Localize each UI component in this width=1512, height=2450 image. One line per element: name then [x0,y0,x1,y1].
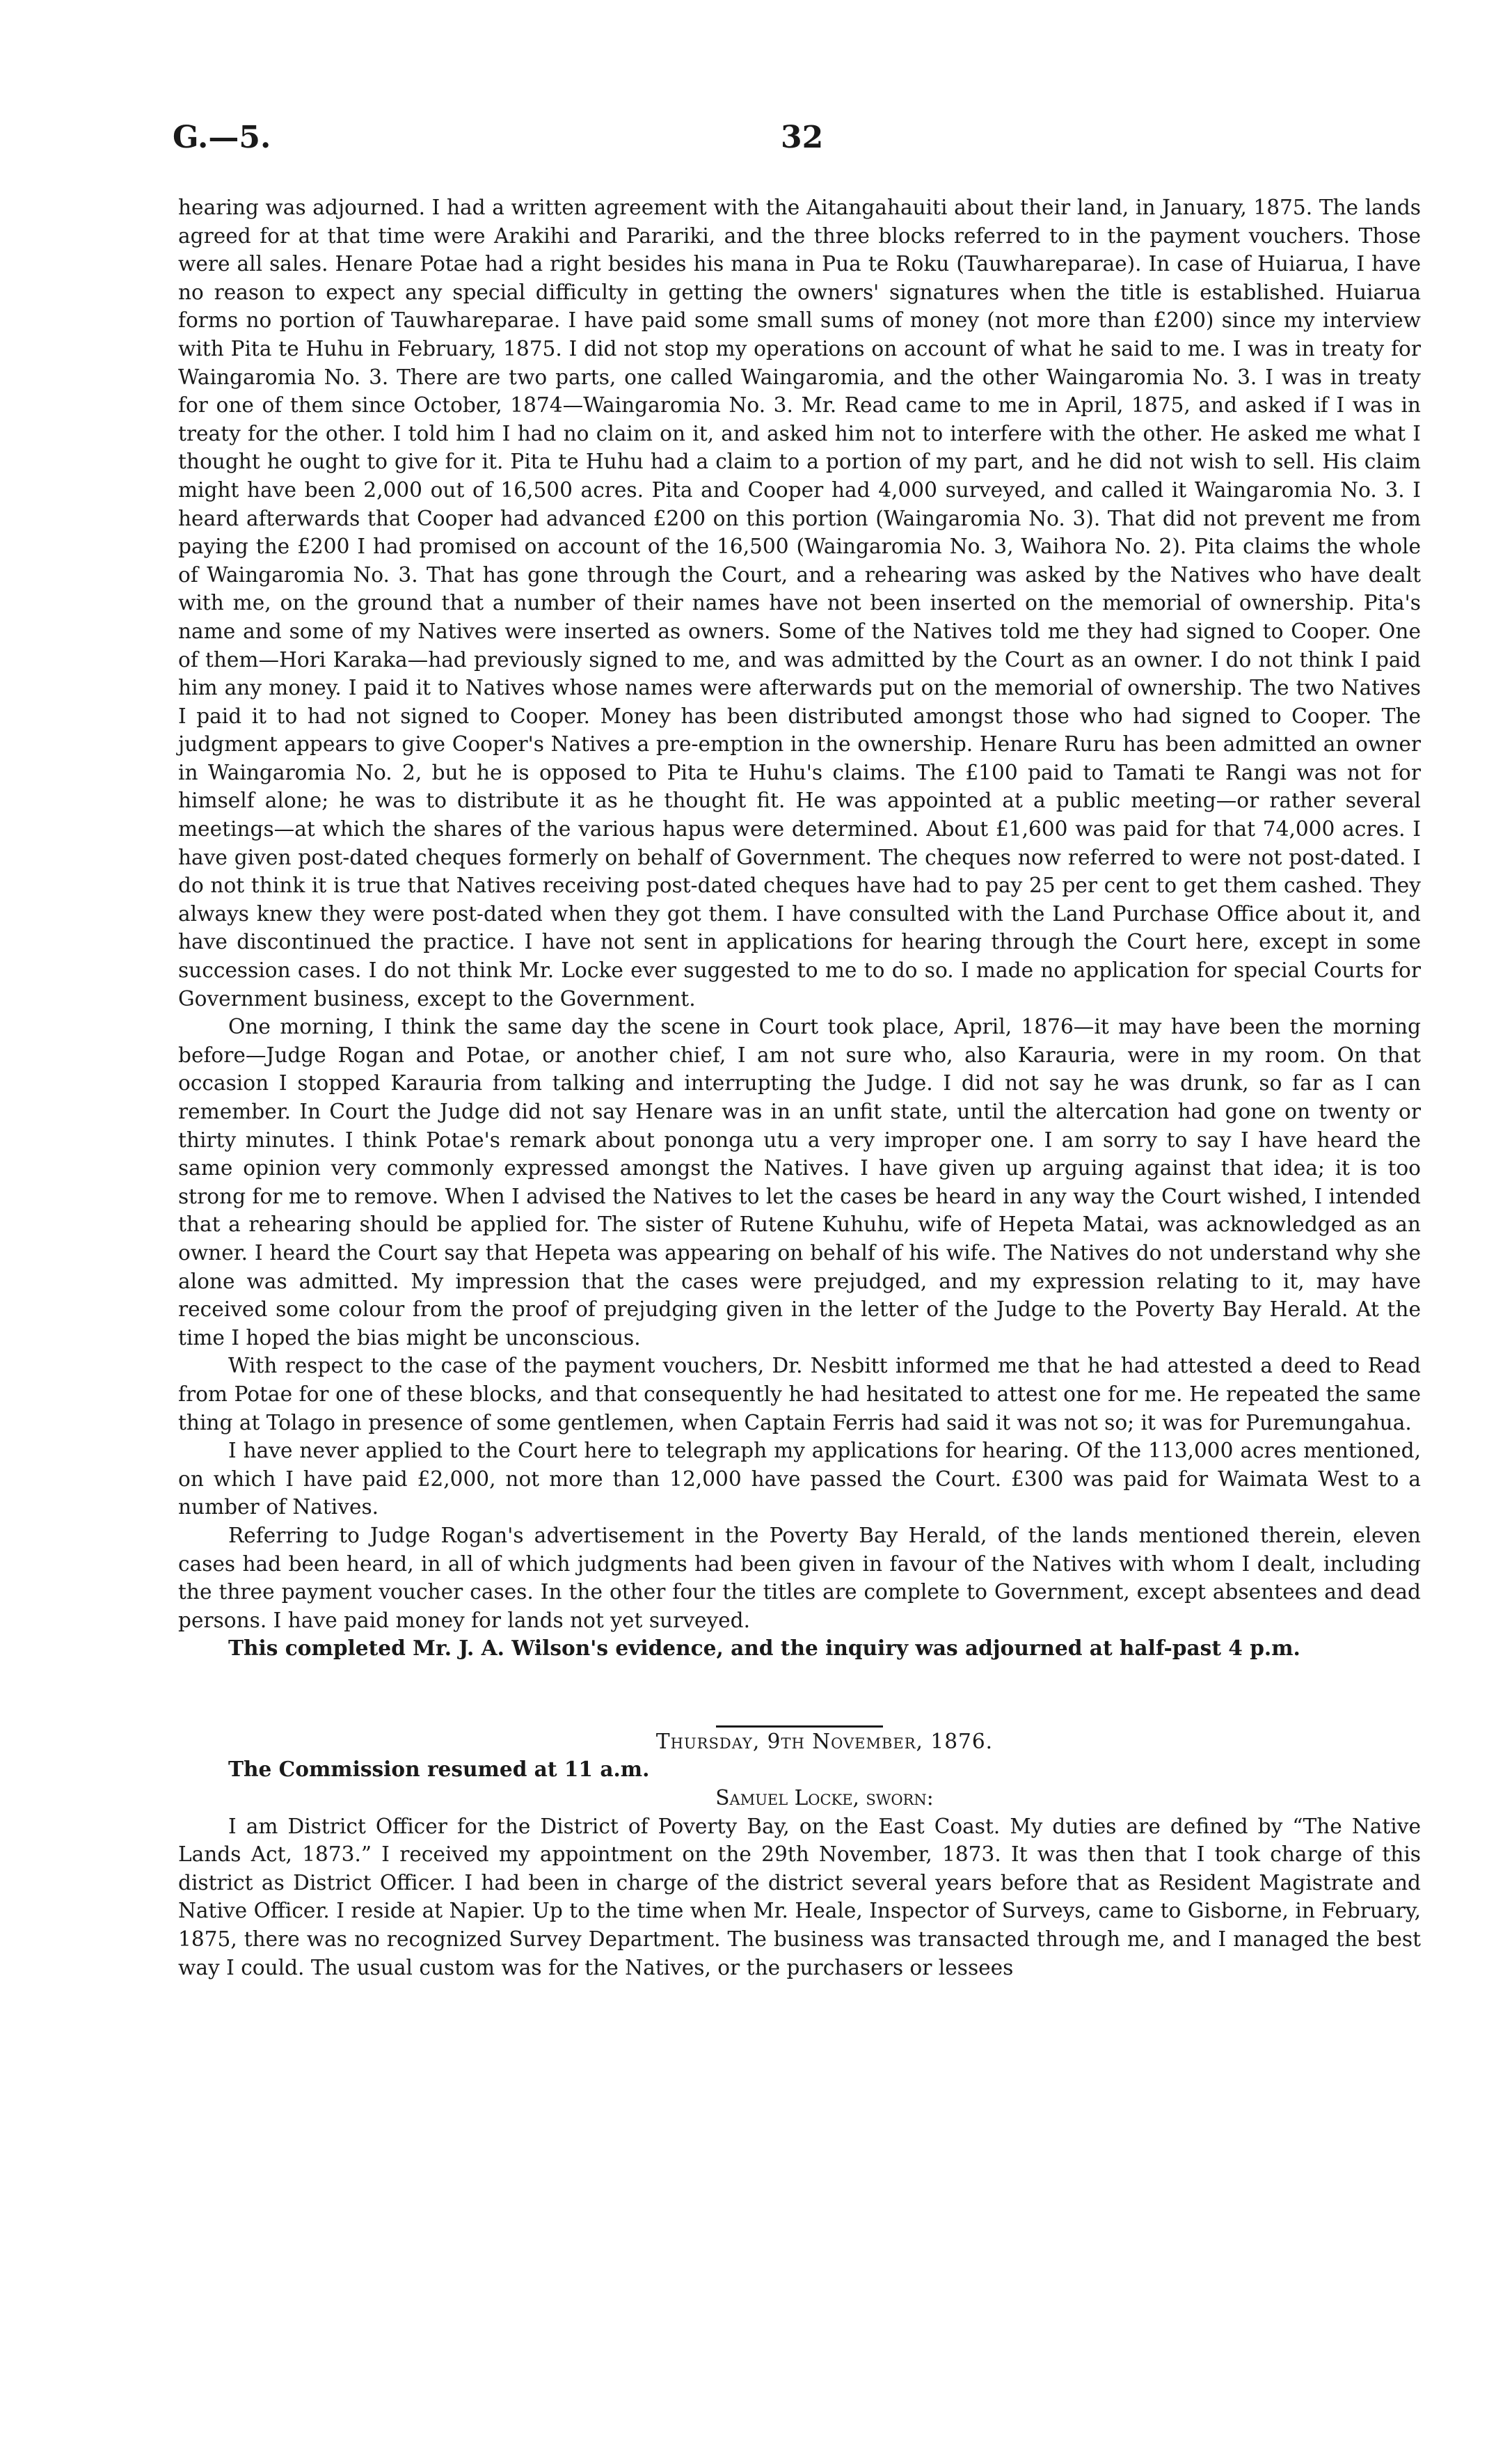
resumed-statement: The Commission resumed at 11 a.m. [228,1757,650,1782]
session-date: Thursday, 9th November, 1876. [655,1729,994,1753]
body-text [178,193,1421,1982]
witness-heading: Samuel Locke, sworn: [715,1786,934,1810]
document-code: G.—5. [173,120,271,155]
page-header [167,120,1401,161]
paragraph: One morning, I think the same day the scene in Court took place, April, 1876—it may have been the morning before—Judge Rogan and Potae, or another chief, I am not sure who, also Karauria, were in my room. On that occasion I stopped Karauria from talking and interrupting the Judge. I did not say he was drunk, so far as I can remember. In Court the Judge did not say Henare was in an unfit state, until the altercation had gone on twenty or thirty minutes. I think Potae's remark about pononga utu a very improper one. I am sorry to say I have heard the same opinion very commonly expressed amongst the Natives. I have given up arguing against that idea; it is too strong for me to remove. When I advised the Natives to let the cases be heard in any way the Court wished, I intended that a rehearing should be applied for. The sister of Rutene Kuhuhu, wife of Hepeta Matai, was acknowledged as an owner. I heard the Court say that Hepeta was appearing on behalf of his wife. The Natives do not understand why she alone was admitted. My impression that the cases were prejudged, and my expression relating to it, may have received some colour from the proof of prejudging given in the letter of the Judge to the Poverty Bay Herald. At the time I hoped the bias might be unconscious. [178,1015,1421,1350]
closing-statement: This completed Mr. J. A. Wilson's evidence, and the inquiry was adjourned at half-past 4 p.m. [228,1636,1300,1661]
paragraph: hearing was adjourned. I had a written agreement with the Aitangahauiti about their land, in January, 1875. The lands agreed for at that time were Arakihi and Parariki, and the three blocks referred to in the payment vouchers. Those were all sales. Henare Potae had a right besides his mana in Pua te Roku (Tauwhareparae). In case of Huiarua, I have no reason to expect any special difficulty in getting the owners' signatures when the title is established. Huiarua forms no portion of Tauwhareparae. I have paid some small sums of money (not more than £200) since my interview with Pita te Huhu in February, 1875. I did not stop my operations on account of what he said to me. I was in treaty for Waingaromia No. 3. There are two parts, one called Waingaromia, and the other Waingaromia No. 3. I was in treaty for one of them since October, 1874—Waingaromia No. 3. Mr. Read came to me in April, 1875, and asked if I was in treaty for the other. I told him I had no claim on it, and asked him not to interfere with the other. He asked me what I thought he ought to give for it. Pita te Huhu had a claim to a portion of my part, and he did not wish to sell. His claim might have been 2,000 out of 16,500 acres. Pita and Cooper had 4,000 surveyed, and called it Waingaromia No. 3. I heard afterwards that Cooper had advanced £200 on this portion (Waingaromia No. 3). That did not prevent me from paying the £200 I had promised on account of the 16,500 (Waingaromia No. 3, Waihora No. 2). Pita claims the whole of Waingaromia No. 3. That has gone through the Court, and a rehearing was asked by the Natives who have dealt with me, on the ground that a number of their names have not been inserted on the memorial of ownership. Pita's name and some of my Natives were inserted as owners. Some of the Natives told me they had signed to Cooper. One of them—Hori Karaka—had previously signed to me, and was admitted by the Court as an owner. I do not think I paid him any money. I paid it to Natives whose names were afterwards put on the memorial of ownership. The two Natives I paid it to had not signed to Cooper. Money has been distributed amongst those who had signed to Cooper. The judgment appears to give Cooper's Natives a pre-emption in the ownership. Henare Ruru has been admitted an owner in Waingaromia No. 2, but he is opposed to Pita te Huhu's claims. The £100 paid to Tamati te Rangi was not for himself alone; he was to distribute it as he thought fit. He was appointed at a public meeting—or rather several meetings—at which the shares of the various hapus were determined. About £1,600 was paid for that 74,000 acres. I have given post-dated cheques formerly on behalf of Government. The cheques now referred to were not post-dated. I do not think it is true that Natives receiving post-dated cheques have had to pay 25 per cent to get them cashed. They always knew they were post-dated when they got them. I have consulted with the Land Purchase Office about it, and have discontinued the practice. I have not sent in applications for hearing through the Court here, except in some succession cases. I do not think Mr. Locke ever suggested to me to do so. I made no application for special Courts for Government business, except to the Government. [178,196,1421,1011]
page-number: 32 [781,120,824,155]
paragraph: I have never applied to the Court here to telegraph my applications for hearing. Of the 113,000 acres mentioned, on which I have paid £2,000, not more than 12,000 have passed the Court. £300 was paid for Waimata West to a number of Natives. [178,1439,1421,1519]
paragraph: Referring to Judge Rogan's advertisement in the Poverty Bay Herald, of the lands mentioned therein, eleven cases had been heard, in all of which judgments had been given in favour of the Natives with whom I dealt, including the three payment voucher cases. In the other four the titles are complete to Government, except absentees and dead persons. I have paid money for lands not yet surveyed. [178,1523,1421,1632]
paragraph: I am District Officer for the District of Poverty Bay, on the East Coast. My duties are defined by “The Native Lands Act, 1873.” I received my appointment on the 29th November, 1873. It was then that I took charge of this district as District Officer. I had been in charge of the district several years before that as Resident Magistrate and Native Officer. I reside at Napier. Up to the time when Mr. Heale, Inspector of Surveys, came to Gisborne, in February, 1875, there was no recognized Survey Department. The business was transacted through me, and I managed the best way I could. The usual custom was for the Natives, or the purchasers or lessees [178,1814,1421,1979]
paragraph: With respect to the case of the payment vouchers, Dr. Nesbitt informed me that he had attested a deed to Read from Potae for one of these blocks, and that consequently he had hesitated to attest one for me. He repeated the same thing at Tolago in presence of some gentlemen, when Captain Ferris had said it was not so; it was for Puremungahua. [178,1354,1421,1435]
